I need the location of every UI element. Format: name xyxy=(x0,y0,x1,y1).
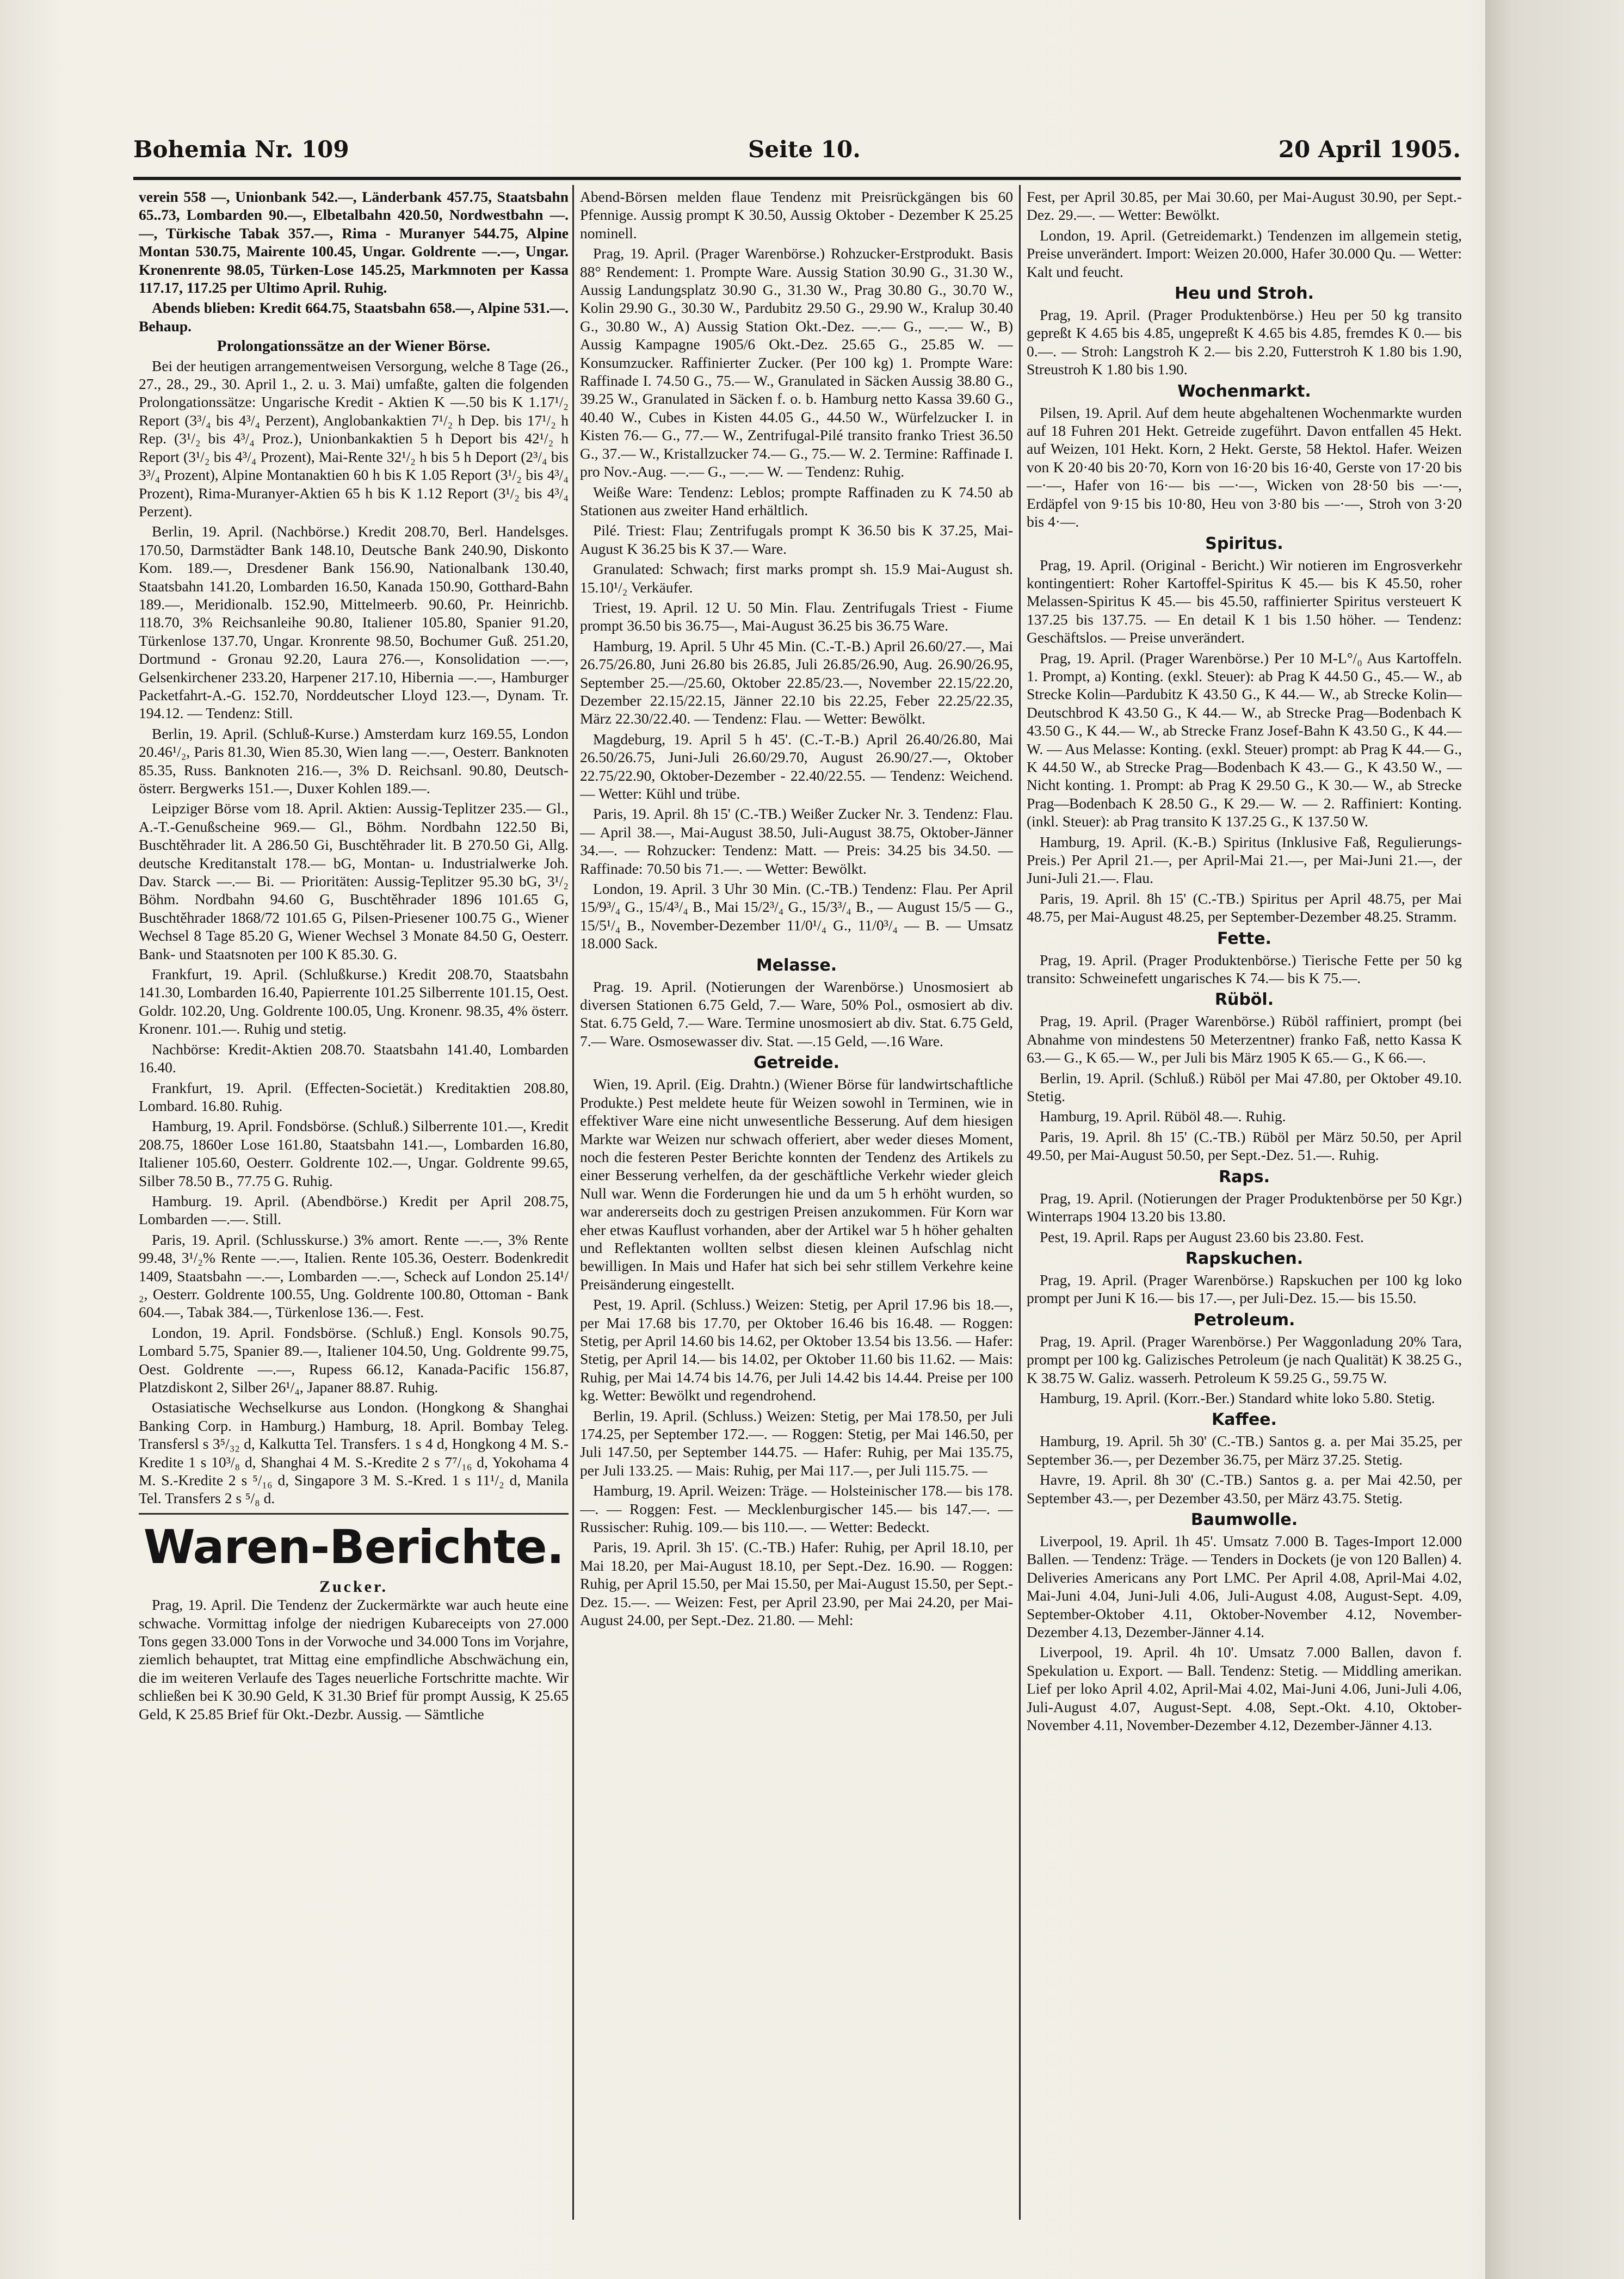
paragraph: Abend-Börsen melden flaue Tendenz mit Preisrückgängen bis 60 Pfennige. Aussig prompt K 30.50, Aussig Oktober - Dezember K 25.25 nominell. xyxy=(580,188,1013,242)
paragraph: Prag, 19. April. (Prager Warenbörse.) Rohzucker-Erstprodukt. Basis 88° Rendement: 1. Prompte Ware. Aussig Station 30.90 G., 31.30 W., Aussig Landungsplatz 30.90 G., 31.30 W., Prag 30.80 G., 30.70 W., Kolin 29.90 G., 30.30 W., Pardubitz 29.50 G., 29.90 W., Kralup 30.40 G., 30.80 W., A) Aussig Station Okt.-Dez. —.— G., —.— W., B) Aussig Kampagne 1905/6 Okt.-Dez. 25.65 G., 25.85 W. — Konsumzucker. Raffinierter Zucker. (Per 100 kg) 1. Prompte Ware: Raffinade I. 74.50 G., 75.— W., Granulated in Säcken Aussig 38.80 G., 39.25 W., Granulated in Säcken f. o. b. Hamburg netto Kassa 39.60 G., 40.40 W., Cubes in Kisten 44.05 G., 44.50 W., Würfelzucker I. in Kisten 76.— G., 77.— W., Zentrifugal-Pilé transito franko Triest 36.50 G., 37.— W., Kristallzucker 74.— G., 75.— W. 2. Termine: Raffinade I. pro Nov.-Aug. —.— G., —.— W. — Tendenz: Ruhig. xyxy=(580,245,1013,480)
section-heading: Fette. xyxy=(1217,929,1272,948)
header-publication: Bohemia Nr. 109 xyxy=(133,136,349,163)
paragraph: Prag. 19. April. (Notierungen der Warenbörse.) Unosmosiert ab diversen Stationen 6.75 Geld, 7.— Ware, 50% Pol., osmosiert ab div. Stat. 6.75 Geld, 7.— Ware. Termine unosmosiert ab div. Stat. 6.75 Geld, 7.— Ware. Osmosewasser div. Stat. —.15 Geld, —.16 Ware. xyxy=(580,978,1013,1049)
paragraph: Paris, 19. April. 8h 15' (C.-TB.) Rüböl per März 50.50, per April 49.50, per Mai-August 50.50, per Sept.-Dez. 51.—. Ruhig. xyxy=(1027,1128,1462,1164)
paragraph: Abends blieben: Kredit 664.75, Staatsbahn 658.—, Alpine 531.—. Behaup. xyxy=(139,299,569,335)
section-heading: Kaffee. xyxy=(1212,1410,1277,1430)
section-heading: Getreide. xyxy=(754,1053,839,1073)
column-divider xyxy=(1019,185,1021,2220)
header-rule xyxy=(133,177,1461,180)
paragraph: Hamburg, 19. April. Weizen: Träge. — Holsteinischer 178.— bis 178.—. — Roggen: Fest. — Mecklenburgischer 145.— bis 147.—. — Russischer: Ruhig. 109.— bis 110.—. — Wetter: Bedeckt. xyxy=(580,1482,1013,1536)
page-header xyxy=(133,136,1461,174)
paragraph: Frankfurt, 19. April. (Schlußkurse.) Kredit 208.70, Staatsbahn 141.30, Lombarden 16.40, Papierrente 101.25 Silberrente 101.15, Oest. Goldr. 102.20, Ung. Goldrente 100.05, Ung. Kronenr. 98.35, 4% österr. Kronenr. 101.—. Ruhig und stetig. xyxy=(139,966,569,1037)
paragraph: Prag, 19. April. (Prager Produktenbörse.) Tierische Fette per 50 kg transito: Schweinefett ungarisches K 74.— bis K 75.—. xyxy=(1027,951,1462,987)
header-page-number: Seite 10. xyxy=(748,136,861,163)
column-1 xyxy=(139,188,569,2222)
paragraph: Hamburg, 19. April. 5 Uhr 45 Min. (C.-T.-B.) April 26.60/27.—, Mai 26.75/26.80, Juni 26.80 bis 26.85, Juli 26.85/26.90, Aug. 26.90/26.95, September 25.—/25.60, Oktober 22.85/23.—, November 22.15/22.20, Dezember 22.15/22.15, Jänner 22.10 bis 22.25, Feber 22.25/22.35, März 22.30/22.40. — Tendenz: Flau. — Wetter: Bewölkt. xyxy=(580,637,1013,727)
section-title: Waren-Berichte. xyxy=(143,1520,564,1574)
paragraph: Prag, 19. April. (Notierungen der Prager Produktenbörse per 50 Kgr.) Winterraps 1904 13.20 bis 13.80. xyxy=(1027,1189,1462,1225)
paragraph: Hamburg, 19. April. (Korr.-Ber.) Standard white loko 5.80. Stetig. xyxy=(1040,1389,1435,1406)
paragraph: Hamburg, 19. April. Rüböl 48.—. Ruhig. xyxy=(1040,1108,1286,1125)
paragraph: London, 19. April. 3 Uhr 30 Min. (C.-TB.) Tendenz: Flau. Per April 15/9³/₄ G., 15/4³/₄ B., Mai 15/2³/₄ G., 15/3³/₄ B., — August 15/5 — G., 15/5¹/₄ B., November-Dezember 11/0¹/₄ G., 11/0³/₄ — B. — Umsatz 18.000 Sack. xyxy=(580,880,1013,952)
paragraph: Prag, 19. April. (Prager Produktenbörse.) Heu per 50 kg transito gepreßt K 4.65 bis 4.85, ungepreßt K 4.65 bis 4.85, fremdes K 0.— bis 0.—. — Stroh: Langstroh K 2.— bis 2.20, Futterstroh K 1.80 bis 1.90, Streustroh K 1.80 bis 1.90. xyxy=(1027,306,1462,378)
paragraph: Prag, 19. April. (Original - Bericht.) Wir notieren im Engrosverkehr kontingentiert: Roher Kartoffel-Spiritus K 45.— bis K 45.50, roher Melassen-Spiritus K 45.— bis 45.50, raffinierter Spiritus versteuert K 137.25 bis 137.75. — En detail K 1 bis 1.50 höher. — Tendenz: Geschäftslos. — Preise unverändert. xyxy=(1027,556,1462,646)
paragraph: Pilsen, 19. April. Auf dem heute abgehaltenen Wochenmarkte wurden auf 18 Fuhren 201 Hekt. Getreide zugeführt. Davon entfallen 45 Hekt. auf Weizen, 101 Hekt. Korn, 2 Hekt. Gerste, 58 Hektol. Hafer. Weizen von K 20·40 bis 20·70, Korn von 16·20 bis 16·40, Gerste von 17·20 bis —·—, Hafer von 16·— bis —·—, Wicken von 28·50 bis —·—, Erdäpfel von 9·15 bis 10·80, Heu von 3·80 bis —·—, Stroh von 3·20 bis 4·—. xyxy=(1027,404,1462,530)
paragraph: Weiße Ware: Tendenz: Leblos; prompte Raffinaden zu K 74.50 ab Stationen aus zweiter Hand erhältlich. xyxy=(580,483,1013,518)
paragraph: Pest, 19. April. Raps per August 23.60 bis 23.80. Fest. xyxy=(1040,1228,1364,1245)
section-heading: Rapskuchen. xyxy=(1185,1249,1304,1268)
paragraph: Prag, 19. April. (Prager Warenbörse.) Rüböl raffiniert, prompt (bei Abnahme von mindestens 50 Meterzentner) franko Faß, netto Kassa K 63.— G., K 65.— W., per Juli bis März 1905 K 65.— G., K 66.—. xyxy=(1027,1012,1462,1066)
paragraph: verein 558 —, Unionbank 542.—, Länderbank 457.75, Staatsbahn 65..73, Lombarden 90.—, Elbetalbahn 420.50, Nordwestbahn —.—, Türkische Tabak 357.—, Rima - Muranyer 544.75, Alpine Montan 530.75, Mairente 100.45, Ungar. Goldrente —.—, Ungar. Kronenrente 98.05, Türken-Lose 145.25, Markmnoten per Kassa 117.17, 117.25 per Ultimo April. Ruhig. xyxy=(139,188,569,297)
paragraph: Hamburg, 19. April. 5h 30' (C.-TB.) Santos g. a. per Mai 35.25, per September 36.—, per Dezember 36.75, per März 37.25. Stetig. xyxy=(1027,1432,1462,1468)
paragraph: Prag, 19. April. Die Tendenz der Zuckermärkte war auch heute eine schwache. Vormittag infolge der niedrigen Kubareceipts von 27.000 Tons gegen 33.000 Tons in der Vorwoche und 34.000 Tons im Vorjahre, ziemlich behauptet, trat Mittag eine empfindliche Abschwächung ein, die im weiteren Verlaufe des Tages neuerliche Fortschritte machte. Wir schließen bei K 30.90 Geld, K 31.30 Brief für prompt Aussig, K 25.65 Geld, K 25.85 Brief für Okt.-Dezbr. Aussig. — Sämtliche xyxy=(139,1596,569,1722)
header-date: 20 April 1905. xyxy=(1278,136,1461,163)
section-heading: Petroleum. xyxy=(1193,1310,1295,1330)
paragraph: Berlin, 19. April. (Schluss.) Weizen: Stetig, per Mai 178.50, per Juli 174.25, per September 172.—. — Roggen: Stetig, per Mai 146.50, per Juli 147.50, per September 144.75. — Hafer: Ruhig, per Mai 135.75, per Juli 133.25. — Mais: Ruhig, per Mai 117.—, per Juli 115.75. — xyxy=(580,1407,1013,1479)
section-heading: Prolongationssätze an der Wiener Börse. xyxy=(217,337,491,355)
paragraph: Paris, 19. April. 8h 15' (C.-TB.) Weißer Zucker Nr. 3. Tendenz: Flau. — April 38.—, Mai-August 38.50, Juli-August 38.75, Oktober-Jänner 34.—. — Rohzucker: Tendenz: Matt. — Preis: 34.25 bis 34.50. — Raffinade: 70.50 bis 71.—. — Wetter: Bewölkt. xyxy=(580,805,1013,877)
paragraph: Berlin, 19. April. (Nachbörse.) Kredit 208.70, Berl. Handelsges. 170.50, Darmstädter Bank 148.10, Deutsche Bank 240.90, Diskonto Kom. 189.—, Dresdener Bank 156.90, Nationalbank 130.40, Staatsbahn 141.20, Lombarden 16.50, Kanada 150.90, Gotthard-Bahn 189.—, Meridionalb. 152.90, Mittelmeerb. 90.60, Pr. Heinrichb. 118.70, 3% Reichsanleihe 90.80, Italiener 105.80, Spanier 91.20, Türkenlose 137.70, Ungar. Kronrente 98.50, Bochumer Guß. 251.20, Dortmund - Gronau 92.20, Laura 276.—, Konsolidation —.—, Gelsenkirchener 233.20, Harpener 217.10, Hibernia —.—, Hamburger Packetfahrt-A.-G. 152.70, Norddeutscher Lloyd 123.—, Dynam. Tr. 194.12. — Tendenz: Still. xyxy=(139,523,569,722)
paragraph: Frankfurt, 19. April. (Effecten-Societät.) Kreditaktien 208.80, Lombard. 16.80. Ruhig. xyxy=(139,1079,569,1114)
section-heading: Wochenmarkt. xyxy=(1177,381,1311,401)
section-rule xyxy=(139,1513,569,1515)
paragraph: Prag, 19. April. (Prager Warenbörse.) Rapskuchen per 100 kg loko prompt per Juni K 16.— bis 17.—, per Juli-Dez. 15.— bis 15.50. xyxy=(1027,1271,1462,1307)
column-3 xyxy=(1027,188,1462,2222)
paragraph: Hamburg. 19. April. (Abendbörse.) Kredit per April 208.75, Lombarden —.—. Still. xyxy=(139,1192,569,1228)
paragraph: Triest, 19. April. 12 U. 50 Min. Flau. Zentrifugals Triest - Fiume prompt 36.50 bis 36.75—, Mai-August 36.25 bis 36.75 Ware. xyxy=(580,598,1013,634)
paragraph: Bei der heutigen arrangementweisen Versorgung, welche 8 Tage (26., 27., 28., 29., 30. April 1., 2. u. 3. Mai) umfaßte, galten die folgenden Prolongationssätze: Ungarische Kredit - Aktien K —.50 bis K 1.17¹/₂ Report (3³/₄ bis 4³/₄ Perzent), Anglobankaktien 7¹/₂ h Dep. bis 17¹/₂ h Rep. (3¹/₂ bis 4³/₄ Proz.), Unionbankaktien 5 h Deport bis 42¹/₂ h Report (3¹/₂ bis 4³/₄ Prozent), Mai-Rente 32¹/₂ h bis 5 h Deport (2³/₄ bis 3³/₄ Prozent), Alpine Montanaktien 60 h bis K 1.05 Report (3¹/₂ bis 4³/₄ Prozent), Rima-Muranyer-Aktien 65 h bis K 1.12 Report (3¹/₂ bis 4³/₄ Perzent). xyxy=(139,357,569,520)
column-2 xyxy=(580,188,1013,2222)
section-heading: Baumwolle. xyxy=(1190,1510,1298,1529)
paragraph: London, 19. April. Fondsbörse. (Schluß.) Engl. Konsols 90.75, Lombard 5.75, Spanier 89.—, Italiener 104.50, Ung. Goldrente 99.75, Oest. Goldrente —.—, Rupess 66.12, Kanada-Pacific 156.87, Platzdiskont 2, Silber 26¹/₄, Japaner 88.87. Ruhig. xyxy=(139,1324,569,1395)
subsection-heading: Zucker. xyxy=(319,1577,388,1596)
paragraph: Berlin, 19. April. (Schluß.) Rüböl per Mai 47.80, per Oktober 49.10. Stetig. xyxy=(1027,1069,1462,1105)
paragraph: Prag, 19. April. (Prager Warenbörse.) Per 10 M-L°/₀ Aus Kartoffeln. 1. Prompt, a) Konting. (exkl. Steuer): ab Prag K 44.50 G., 45.— W., ab Strecke Kolin—Pardubitz K 43.50 G., K 44.— W., ab Strecke Kolin—Deutschbrod K 43.50 G., K 44.— W., ab Strecke Prag—Bodenbach K 43.50 G., K 44.— W., ab Strecke Franz Josef-Bahn K 43.50 G., K 44.— W. — Aus Melasse: Konting. (exkl. Steuer) prompt: ab Prag K 44.— G., K 44.50 W., ab Strecke Prag—Bodenbach K 43.— G., K 43.50 W., — Nicht konting. 1. Prompt: ab Prag K 29.50 G., K 30.— W., ab Strecke Prag—Bodenbach K 28.50 G., K 29.— W. — 2. Raffiniert: Konting. (inkl. Steuer): ab Prag transito K 137.25 G., K 137.50 W. xyxy=(1027,649,1462,830)
paragraph: Ostasiatische Wechselkurse aus London. (Hongkong & Shanghai Banking Corp. in Hamburg.) Hamburg, 18. April. Bombay Teleg. Transfersl s 3⁵/₃₂ d, Kalkutta Tel. Transfers. 1 s 4 d, Hongkong 4 M. S.-Kredite 1 s 10³/₈ d, Shanghai 4 M. S.-Kredite 2 s 7⁷/₁₆ d, Yokohama 4 M. S.-Kredite 2 s ⁵/₁₆ d, Singapore 3 M. S.-Kred. 1 s 11¹/₂ d, Manila Tel. Transfers 2 s ⁵/₈ d. xyxy=(139,1399,569,1507)
paragraph: Hamburg, 19. April. (K.-B.) Spiritus (Inklusive Faß, Regulierungs-Preis.) Per April 21.—, per April-Mai 21.—, per Mai-Juni 21.—, der Juni-Juli 21.—. Flau. xyxy=(1027,833,1462,887)
paragraph: Paris, 19. April. 3h 15'. (C.-TB.) Hafer: Ruhig, per April 18.10, per Mai 18.20, per Mai-August 18.10, per Sept.-Dez. 16.90. — Roggen: Ruhig, per April 15.50, per Mai 15.50, per Mai-August 15.50, per Sept.-Dez. 15.—. — Weizen: Fest, per April 23.90, per Mai 24.20, per Mai-August 24.00, per Sept.-Dez. 21.80. — Mehl: xyxy=(580,1539,1013,1629)
paragraph: Paris, 19. April. (Schlusskurse.) 3% amort. Rente —.—, 3% Rente 99.48, 3¹/₂% Rente —.—, Italien. Rente 105.36, Oesterr. Bodenkredit 1409, Staatsbahn —.—, Lombarden —.—, Scheck auf London 25.14¹/₂, Oesterr. Goldrente 100.55, Ung. Goldrente 100.80, Ottoman - Bank 604.—, Tabak 384.—, Türkenlose 136.—. Fest. xyxy=(139,1231,569,1321)
paragraph: Prag, 19. April. (Prager Warenbörse.) Per Waggonladung 20% Tara, prompt per 100 kg. Galizisches Petroleum (je nach Qualität) K 38.25 G., K 38.75 W. Galiz. wasserh. Petroleum K 59.25 G., 59.75 W. xyxy=(1027,1332,1462,1386)
paragraph: Fest, per April 30.85, per Mai 30.60, per Mai-August 30.90, per Sept.-Dez. 29.—. — Wetter: Bewölkt. xyxy=(1027,188,1462,224)
page-edge xyxy=(1485,0,1624,2279)
paragraph: Nachbörse: Kredit-Aktien 208.70. Staatsbahn 141.40, Lombarden 16.40. xyxy=(139,1040,569,1076)
paragraph: Magdeburg, 19. April 5 h 45'. (C.-T.-B.) April 26.40/26.80, Mai 26.50/26.75, Juni-Juli 26.60/29.70, August 26.90/27.—, Oktober 22.75/22.90, Oktober-Dezember - 22.40/22.55. — Tendenz: Weichend. — Wetter: Kühl und trübe. xyxy=(580,730,1013,802)
section-heading: Spiritus. xyxy=(1205,534,1283,553)
paragraph: Paris, 19. April. 8h 15' (C.-TB.) Spiritus per April 48.75, per Mai 48.75, per Mai-August 48.25, per September-Dezember 48.25. Stramm. xyxy=(1027,890,1462,925)
section-heading: Melasse. xyxy=(756,955,837,975)
section-heading: Heu und Stroh. xyxy=(1175,284,1314,304)
column-divider xyxy=(572,185,574,2220)
paragraph: Berlin, 19. April. (Schluß-Kurse.) Amsterdam kurz 169.55, London 20.46¹/₂, Paris 81.30, Wien 85.30, Wien lang —.—, Oesterr. Banknoten 85.35, Russ. Banknoten 216.—, 3% D. Reichsanl. 90.80, Deutsch-österr. Bergwerks 151.—, Duxer Kohlen 189.—. xyxy=(139,725,569,796)
paragraph: Hamburg, 19. April. Fondsbörse. (Schluß.) Silberrente 101.—, Kredit 208.75, 1860er Lose 161.80, Staatsbahn 141.—, Lombarden 16.80, Italiener 105.60, Oesterr. Goldrente 102.—, Ungar. Goldrente 99.65, Silber 78.50 B., 77.75 G. Ruhig. xyxy=(139,1117,569,1189)
paragraph: Pilé. Triest: Flau; Zentrifugals prompt K 36.50 bis K 37.25, Mai-August K 36.25 bis K 37.— Ware. xyxy=(580,522,1013,557)
paragraph: Liverpool, 19. April. 1h 45'. Umsatz 7.000 B. Tages-Import 12.000 Ballen. — Tendenz: Träge. — Tenders in Dockets (je von 120 Ballen) 4. Deliveries Americans any Port LMC. Per April 4.08, April-Mai 4.02, Mai-Juni 4.04, Juni-Juli 4.06, Juli-August 4.08, August-Sept. 4.09, September-Oktober 4.11, Oktober-November 4.12, November-Dezember 4.13, Dezember-Jänner 4.14. xyxy=(1027,1532,1462,1640)
section-heading: Raps. xyxy=(1218,1167,1270,1187)
paragraph: Wien, 19. April. (Eig. Drahtn.) (Wiener Börse für landwirtschaftliche Produkte.) Pest meldete heute für Weizen sowohl in Terminen, wie in effektiver Ware eine nicht unwesentliche Besserung. Auf dem hiesigen Markte war Weizen nur schwach offeriert, aber weder dieses Moment, noch die festeren Pester Berichte konnten der Tendenz des Artikels zu einer Besserung verhelfen, da der geschäftliche Verkehr wieder gleich Null war. Wenn die Forderungen hie und da um 5 h erhöht wurden, so war andererseits doch zu gestrigen Preisen anzukommen. Für Korn war eher etwas Kauflust vorhanden, aber der Artikel war 5 h höher gehalten und Reflektanten wollten selbst diesen kleinen Aufschlag nicht bewilligen. In Mais und Hafer hat sich bei sehr stillem Verkehre keine Preisänderung eingestellt. xyxy=(580,1076,1013,1293)
section-heading: Rüböl. xyxy=(1214,990,1274,1010)
paragraph: Leipziger Börse vom 18. April. Aktien: Aussig-Teplitzer 235.— Gl., A.-T.-Genußscheine 969.— Gl., Böhm. Nordbahn 122.50 Bi, Buschtěhrader lit. A 286.50 Gi, Buschtěhrader lit. B 270.50 Gi, Allg. deutsche Kreditanstalt 178.— bG, Montan- u. Industrialwerke Joh. Dav. Starck —.— Bi. — Prioritäten: Aussig-Teplitzer 95.30 bG, 3¹/₂ Böhm. Nordbahn 94.60 G, Buschtěhrader 1896 101.65 G, Buschtěhrader 1868/72 101.65 G, Pilsen-Priesener 100.75 G., Wiener Wechsel 8 Tage 85.20 G, Wiener Wechsel 3 Monate 84.50 G, Oesterr. Bank- und Staatsnoten per 100 K 85.30. G. xyxy=(139,800,569,962)
paragraph: Liverpool, 19. April. 4h 10'. Umsatz 7.000 Ballen, davon f. Spekulation u. Export. — Ball. Tendenz: Stetig. — Middling amerikan. Lief per loko April 4.02, April-Mai 4.02, Mai-Juni 4.06, Juni-Juli 4.06, Juli-August 4.07, August-Sept. 4.08, Sept.-Okt. 4.10, Oktober-November 4.11, November-Dezember 4.12, Dezember-Jänner 4.13. xyxy=(1027,1644,1462,1734)
paragraph: Granulated: Schwach; first marks prompt sh. 15.9 Mai-August sh. 15.10¹/₂ Verkäufer. xyxy=(580,560,1013,596)
paragraph: Pest, 19. April. (Schluss.) Weizen: Stetig, per April 17.96 bis 18.—, per Mai 17.68 bis 17.70, per Oktober 16.46 bis 16.48. — Roggen: Stetig, per April 14.60 bis 14.62, per Oktober 13.54 bis 13.56. — Hafer: Stetig, per April 14.— bis 14.02, per Oktober 11.60 bis 11.62. — Mais: Ruhig, per Mai 14.74 bis 14.76, per Juli 14.42 bis 14.44. Preise per 100 kg. Wetter: Bewölkt und regendrohend. xyxy=(580,1296,1013,1404)
paragraph: London, 19. April. (Getreidemarkt.) Tendenzen im allgemein stetig, Preise unverändert. Import: Weizen 20.000, Hafer 30.000 Qu. — Wetter: Kalt und feucht. xyxy=(1027,226,1462,280)
paragraph: Havre, 19. April. 8h 30' (C.-TB.) Santos g. a. per Mai 42.50, per September 43.—, per Dezember 43.50, per März 43.75. Stetig. xyxy=(1027,1471,1462,1506)
